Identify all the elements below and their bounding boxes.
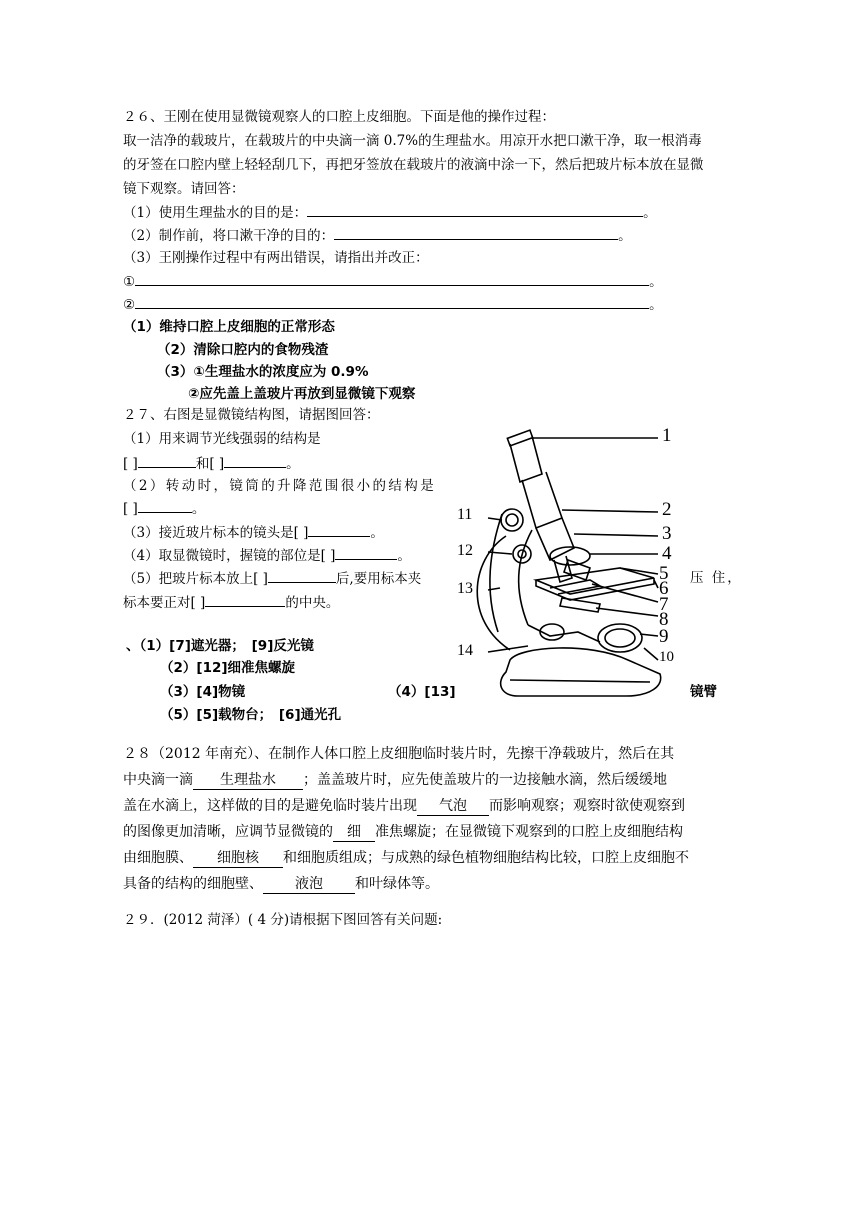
answer-blank[interactable] (268, 568, 336, 583)
q27-sub5-line2-end: 的中央。 (285, 595, 340, 611)
q28-text: 由细胞膜、 (123, 850, 193, 866)
label-2: 2 (662, 499, 672, 520)
q27-sub3 (123, 522, 384, 543)
q27-sub1-blanks (123, 453, 300, 474)
q26-answer4: ②应先盖上盖玻片再放到显微镜下观察 (188, 386, 416, 402)
period: 。 (649, 297, 663, 313)
q28-text: 中央滴一滴 (123, 772, 193, 788)
q27-sub2-blank (123, 498, 205, 519)
microscope-diagram (450, 420, 690, 710)
label-8: 8 (659, 609, 669, 630)
q27-answer2: （2）[12]细准焦螺旋 (160, 660, 296, 676)
q28-line1: ２８（2012 年南充）、在制作人体口腔上皮细胞临时装片时，先擦干净载玻片，然后在其 (123, 746, 675, 762)
q26-correction2 (123, 294, 663, 315)
q27-answer4: （4）[13] (388, 684, 456, 700)
q26-answer3: （3）①生理盐水的浓度应为 0.9% (157, 364, 369, 380)
filled-answer-nucleus: 细胞核 (193, 849, 283, 868)
period: 。 (191, 501, 206, 517)
q26-answer1: （1）维持口腔上皮细胞的正常形态 (123, 319, 335, 335)
period: 。 (286, 456, 300, 472)
q28-text: 而影响观察；观察时欲使观察到 (489, 798, 685, 814)
period: 。 (397, 548, 411, 564)
q28-text: 和叶绿体等。 (355, 876, 439, 892)
q27-sub4 (123, 545, 411, 566)
answer-blank[interactable] (205, 592, 285, 607)
label-5: 5 (659, 563, 669, 584)
q27-sub5 (123, 568, 421, 589)
circled-one: ① (123, 274, 136, 290)
q26-sub1-text: （1）使用生理盐水的目的是： (123, 205, 308, 221)
q28-text: 和细胞质组成；与成熟的绿色植物细胞结构比较，口腔上皮细胞不 (283, 850, 689, 866)
q28-text: 准焦螺旋；在显微镜下观察到的口腔上皮细胞结构 (375, 824, 683, 840)
answer-blank[interactable] (138, 453, 196, 468)
q26-sub2 (123, 225, 632, 246)
period: 。 (370, 525, 384, 541)
q26-sub3: （3）王刚操作过程中有两出错误，请指出并改正： (123, 250, 429, 266)
q28-line4 (123, 822, 683, 842)
q26-sub1 (123, 202, 657, 223)
filled-answer-saline: 生理盐水 (193, 771, 303, 790)
q26-text-line1: 取一洁净的载玻片，在载玻片的中央滴一滴 0.7%的生理盐水。用凉开水把口漱干净，取一根消毒 (123, 133, 702, 149)
filled-answer-fine: 细 (333, 823, 375, 842)
q26-text-line3: 镜下观察。请回答： (123, 181, 245, 197)
answer-blank[interactable] (135, 294, 649, 309)
circled-two: ② (123, 297, 136, 313)
label-12: 12 (457, 542, 473, 559)
q26-sub2-text: （2）制作前，将口漱干净的目的： (123, 228, 335, 244)
q27-answer1: 、（1）[7]遮光器； [9]反光镜 (126, 638, 314, 654)
period: 。 (618, 228, 632, 244)
q27-sub3-text: （3）接近玻片标本的镜头是[ ] (123, 525, 309, 541)
label-11: 11 (457, 506, 473, 523)
q27-title: ２７、右图是显微镜结构图，请据图回答： (123, 407, 380, 423)
q27-sub5-text: （5）把玻片标本放上[ ] (123, 571, 268, 587)
q27-sub5-end: 压 住， (690, 570, 743, 586)
q26-title: ２６、王刚在使用显微镜观察人的口腔上皮细胞。下面是他的操作过程： (123, 109, 555, 125)
answer-blank[interactable] (307, 202, 643, 217)
q28-text: 盖在水滴上，这样做的目的是避免临时装片出现 (123, 798, 417, 814)
period: 。 (643, 205, 657, 221)
q28-line2 (123, 770, 667, 790)
q28-text: 具备的结构的细胞壁、 (123, 876, 263, 892)
label-7: 7 (659, 594, 669, 615)
label-4: 4 (662, 543, 672, 564)
q27-sub5-line2-text: 标本要正对[ ] (123, 595, 206, 611)
answer-blank[interactable] (308, 522, 370, 537)
q26-correction1 (123, 271, 663, 292)
q26-answer2: （2）清除口腔内的食物残渣 (157, 342, 329, 358)
q28-text: ；盖盖玻片时，应先使盖玻片的一边接触水滴，然后缓缓地 (303, 772, 667, 788)
q27-sub5-mid: 后,要用标本夹 (335, 571, 422, 587)
answer-blank[interactable] (224, 453, 286, 468)
q28-line5 (123, 848, 689, 868)
q28-line3 (123, 796, 685, 816)
q27-answer3: （3）[4]物镜 (160, 684, 246, 700)
answer-blank[interactable] (334, 225, 618, 240)
filled-answer-bubble: 气泡 (417, 797, 489, 816)
bracket: [ ] (123, 501, 138, 517)
q27-answer5: （5）[5]载物台； [6]通光孔 (160, 707, 342, 723)
filled-answer-vacuole: 液泡 (263, 875, 355, 894)
bracket-and: 和[ ] (195, 456, 225, 472)
label-6: 6 (659, 578, 669, 599)
q27-answer4-end: 镜臂 (690, 684, 717, 700)
answer-blank[interactable] (138, 498, 192, 513)
period: 。 (649, 274, 663, 290)
q27-sub2: （2）转动时，镜筒的升降范围很小的结构是 (123, 478, 437, 494)
label-3: 3 (662, 523, 672, 544)
q27-sub1: （1）用来调节光线强弱的结构是 (123, 431, 321, 447)
bracket: [ ] (123, 456, 138, 472)
label-10: 10 (659, 649, 674, 665)
label-9: 9 (659, 626, 669, 647)
answer-blank[interactable] (335, 545, 397, 560)
q27-sub4-text: （4）取显微镜时，握镜的部位是[ ] (123, 548, 336, 564)
q27-sub5-line2 (123, 592, 339, 613)
q29-title: ２９．(2012 菏泽）( 4 分)请根据下图回答有关问题: (123, 912, 443, 928)
q28-line6 (123, 874, 439, 894)
label-13: 13 (457, 580, 473, 597)
q28-text: 的图像更加清晰，应调节显微镜的 (123, 824, 333, 840)
q26-text-line2: 的牙签在口腔内壁上轻轻刮几下，再把牙签放在载玻片的液滴中涂一下，然后把玻片标本放在显微 (123, 157, 704, 173)
label-1: 1 (662, 425, 672, 446)
answer-blank[interactable] (135, 271, 649, 286)
label-14: 14 (457, 642, 473, 659)
